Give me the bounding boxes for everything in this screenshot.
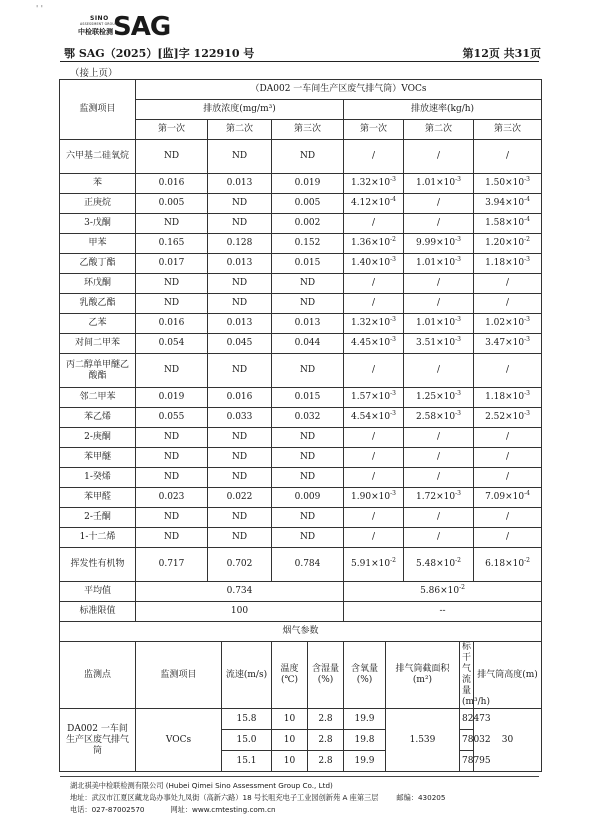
run-header: 第三次 [272,120,344,140]
value-exponent: -3 [455,316,461,323]
value-base: 1.25×10 [416,392,456,402]
logo-sino: SINO [90,15,109,22]
limit-row [60,602,542,622]
value-exponent: -3 [390,490,396,497]
flue-header: 排气筒截面积(m²) [386,642,460,709]
flue-oxygen: 19.8 [344,730,386,751]
flue-item: VOCs [136,709,222,772]
average-rate [344,582,542,602]
rate-value: / [474,428,542,448]
col-rate: 排放速率(kg/h) [344,100,542,120]
rate-value [344,174,404,194]
value-exponent: -3 [455,176,461,183]
flue-speed: 15.1 [222,751,272,772]
table-row [60,314,542,334]
conc-value: 0.054 [136,334,208,354]
compound-name: 挥发性有机物 [60,548,136,582]
compound-name: 乙苯 [60,314,136,334]
rate-value: / [474,528,542,548]
page-number: 第12页 共31页 [462,47,541,60]
rate-value [404,548,474,582]
value-exponent: -4 [524,490,530,497]
rate-value [474,388,542,408]
flue-header: 含氧量(%) [344,642,386,709]
conc-value: ND [208,468,272,488]
rate-value [474,408,542,428]
value-exponent: -3 [524,410,530,417]
value-base: 1.18×10 [485,392,525,402]
flue-speed: 15.0 [222,730,272,751]
conc-value: ND [272,508,344,528]
compound-name: 1-癸烯 [60,468,136,488]
compound-name: 对间二甲苯 [60,334,136,354]
footer-phone: 电话：027-87002570 [70,805,145,814]
average-row [60,582,542,602]
conc-value: ND [208,214,272,234]
footer-company: 湖北祺美中检联检测有限公司 (Hubei Qimei Sino Assessment Group Co., Ltd) [70,781,333,790]
value-exponent: -2 [390,236,396,243]
continued-label: （接上页） [70,68,118,79]
scan-mark: ' ' [36,4,43,13]
flue-height: 30 [474,709,542,772]
value-exponent: -2 [524,236,530,243]
footer-rule [60,776,539,777]
value-exponent: -3 [390,176,396,183]
conc-value: 0.023 [136,488,208,508]
flue-moisture: 2.8 [308,730,344,751]
table-row [60,294,542,314]
value-exponent: -2 [455,557,461,564]
rate-value: / [344,214,404,234]
value-base: 1.72×10 [416,492,456,502]
value-base: 1.01×10 [416,258,456,268]
value-base: 1.01×10 [416,318,456,328]
conc-value: 0.015 [272,254,344,274]
footer-address-line [70,793,445,803]
rate-value: / [344,428,404,448]
compound-name: 苯 [60,174,136,194]
rate-value: / [404,140,474,174]
flue-point: DA002 一车间生产区废气排气筒 [60,709,136,772]
value-base: 3.47×10 [485,338,525,348]
conc-value: ND [272,448,344,468]
rate-value [344,548,404,582]
footer-address: 地址：武汉市江夏区藏龙岛办事处九凤街（高新六路）18 号长咀充电子工业园创新苑 A 座第三层 [70,793,379,802]
conc-value: 0.015 [272,388,344,408]
conc-value: 0.005 [136,194,208,214]
conc-value: ND [208,140,272,174]
conc-value: ND [136,274,208,294]
rate-value: / [344,274,404,294]
conc-value: 0.032 [272,408,344,428]
rate-value [344,408,404,428]
value-exponent: -3 [390,316,396,323]
flue-moisture: 2.8 [308,751,344,772]
table-row [60,388,542,408]
rate-value [474,214,542,234]
compound-name: 3-戊酮 [60,214,136,234]
rate-value [344,194,404,214]
flue-temp: 10 [272,709,308,730]
sag-logo [66,14,186,48]
conc-value: ND [136,294,208,314]
conc-value: ND [136,428,208,448]
col-monitor-item: 监测项目 [60,80,136,140]
compound-name: 苯乙烯 [60,408,136,428]
value-exponent: -3 [390,410,396,417]
flue-oxygen: 19.9 [344,709,386,730]
conc-value: ND [272,354,344,388]
rate-value [474,194,542,214]
value-base: 6.18×10 [485,559,525,569]
rate-value [474,548,542,582]
rate-value [404,234,474,254]
conc-value: ND [136,140,208,174]
compound-name: 环戊酮 [60,274,136,294]
conc-value: ND [272,428,344,448]
rate-value: / [404,194,474,214]
conc-value: ND [208,274,272,294]
conc-value: ND [208,448,272,468]
value-exponent: -3 [455,490,461,497]
conc-value: 0.016 [136,314,208,334]
value-exponent: -4 [524,196,530,203]
flue-oxygen: 19.9 [344,751,386,772]
value-exponent: -4 [524,216,530,223]
conc-value: 0.013 [208,174,272,194]
rate-value [344,388,404,408]
rate-value [474,234,542,254]
flue-header: 监测项目 [136,642,222,709]
value-exponent: -3 [390,256,396,263]
value-base: 1.40×10 [351,258,391,268]
rate-value: / [474,274,542,294]
rate-value: / [344,140,404,174]
flue-header: 温度(℃) [272,642,308,709]
conc-value: 0.033 [208,408,272,428]
logo-sag: SAG [113,12,171,42]
compound-name: 2-壬酮 [60,508,136,528]
header-rule [60,61,539,62]
flue-temp: 10 [272,730,308,751]
limit-rate: -- [344,602,542,622]
conc-value: 0.005 [272,194,344,214]
table-row [60,354,542,388]
limit-label: 标准限值 [60,602,136,622]
footer-postcode: 邮编：430205 [396,793,446,802]
value-base: 1.18×10 [485,258,525,268]
table-row [60,448,542,468]
run-header: 第二次 [404,120,474,140]
conc-value: ND [272,294,344,314]
rate-value: / [404,274,474,294]
value-base: 5.48×10 [416,559,456,569]
conc-value: ND [208,354,272,388]
value-base: 1.32×10 [351,178,391,188]
conc-value: 0.045 [208,334,272,354]
logo-cn: 中检联检测 [78,28,113,36]
conc-value: 0.019 [272,174,344,194]
table-row [60,428,542,448]
value-base: 3.94×10 [485,198,525,208]
rate-value: / [404,294,474,314]
compound-name: 2-庚酮 [60,428,136,448]
value-exponent: -3 [524,176,530,183]
conc-value: ND [208,294,272,314]
rate-value: / [474,140,542,174]
rate-value [404,314,474,334]
compound-name: 苯甲醚 [60,448,136,468]
rate-value: / [404,354,474,388]
value-exponent: -3 [455,256,461,263]
flue-title: 烟气参数 [60,622,542,642]
flue-header-row [60,642,542,709]
conc-value: 0.152 [272,234,344,254]
conc-value: ND [272,274,344,294]
col-concentration: 排放浓度(mg/m³) [136,100,344,120]
rate-value: / [404,528,474,548]
rate-value: / [474,508,542,528]
flue-area: 1.539 [386,709,460,772]
conc-value: 0.717 [136,548,208,582]
rate-value [344,488,404,508]
conc-value: ND [272,468,344,488]
value-exponent: -2 [459,584,465,591]
rate-value: / [404,508,474,528]
conc-value: ND [136,214,208,234]
value-base: 4.45×10 [351,338,391,348]
rate-value: / [344,528,404,548]
conc-value: ND [272,140,344,174]
rate-value: / [474,468,542,488]
compound-name: 1-十二烯 [60,528,136,548]
rate-value: / [344,468,404,488]
value-base: 9.99×10 [416,238,456,248]
conc-value: 0.017 [136,254,208,274]
conc-value: 0.044 [272,334,344,354]
voc-title-row [60,80,542,100]
flue-header: 标干气流量(m³/h) [460,642,474,709]
value-base: 7.09×10 [485,492,525,502]
flue-header: 监测点 [60,642,136,709]
conc-value: 0.016 [136,174,208,194]
table-row [60,140,542,174]
compound-name: 乙酸丁酯 [60,254,136,274]
conc-value: ND [136,354,208,388]
value-base: 2.58×10 [416,412,456,422]
value-base: 1.02×10 [485,318,525,328]
flue-flow: 78795 [460,751,474,772]
value-base: 1.90×10 [351,492,391,502]
value-exponent: -3 [455,410,461,417]
conc-value: ND [136,528,208,548]
limit-conc: 100 [136,602,344,622]
run-header: 第三次 [474,120,542,140]
flue-flow: 78032 [460,730,474,751]
value-exponent: -2 [390,557,396,564]
rate-value [344,334,404,354]
rate-value [474,314,542,334]
report-number: 鄂 SAG（2025）[监]字 122910 号 [64,47,255,60]
value-base: 1.01×10 [416,178,456,188]
rate-value [474,334,542,354]
value-base: 4.54×10 [351,412,391,422]
run-header: 第一次 [136,120,208,140]
conc-value: 0.013 [208,254,272,274]
value-exponent: -3 [390,336,396,343]
conc-value: 0.009 [272,488,344,508]
rate-value: / [404,448,474,468]
conc-value: ND [136,468,208,488]
value-base: 1.36×10 [351,238,391,248]
rate-value [404,408,474,428]
conc-value: 0.013 [272,314,344,334]
rate-value [474,174,542,194]
rate-value: / [404,468,474,488]
rate-value: / [404,214,474,234]
rate-value: / [344,354,404,388]
table-row [60,508,542,528]
conc-value: 0.019 [136,388,208,408]
compound-name: 甲苯 [60,234,136,254]
table-row [60,174,542,194]
rate-value: / [344,508,404,528]
flue-temp: 10 [272,751,308,772]
value-exponent: -3 [455,236,461,243]
conc-value: 0.002 [272,214,344,234]
rate-value [474,254,542,274]
table-row [60,254,542,274]
flue-row [60,709,542,730]
voc-group-title: （DA002 一车间生产区废气排气筒）VOCs [136,80,542,100]
table-row [60,528,542,548]
value-exponent: -3 [390,390,396,397]
value-base: 5.91×10 [351,559,391,569]
conc-value: 0.702 [208,548,272,582]
conc-value: ND [208,508,272,528]
value-exponent: -3 [524,336,530,343]
flue-header: 排气筒高度(m) [474,642,542,709]
value-base: 1.58×10 [485,218,525,228]
table-row [60,334,542,354]
value-base: 1.50×10 [485,178,525,188]
rate-value: / [344,448,404,468]
table-row [60,468,542,488]
average-conc: 0.734 [136,582,344,602]
value-exponent: -2 [524,557,530,564]
value-exponent: -4 [390,196,396,203]
compound-name: 邻二甲苯 [60,388,136,408]
value-base: 3.51×10 [416,338,456,348]
average-label: 平均值 [60,582,136,602]
rate-value [344,314,404,334]
rate-value [344,234,404,254]
rate-value: / [344,294,404,314]
value-base: 4.12×10 [351,198,391,208]
conc-value: ND [136,448,208,468]
table-row [60,408,542,428]
run-header: 第一次 [344,120,404,140]
logo-assessment: ASSESSMENT GROUP [80,22,118,26]
rate-value: / [474,294,542,314]
conc-value: ND [208,528,272,548]
value-base: 2.52×10 [485,412,525,422]
flue-header: 含湿量(%) [308,642,344,709]
compound-name: 正庚烷 [60,194,136,214]
conc-value: 0.165 [136,234,208,254]
conc-value: ND [272,528,344,548]
conc-value: 0.784 [272,548,344,582]
run-header: 第二次 [208,120,272,140]
conc-value: 0.055 [136,408,208,428]
table-row [60,234,542,254]
table-row [60,488,542,508]
value-base: 1.32×10 [351,318,391,328]
rate-value [404,488,474,508]
rate-value: / [404,428,474,448]
value-exponent: -3 [524,256,530,263]
compound-name: 乳酸乙酯 [60,294,136,314]
footer-website: 网址：www.cmtesting.com.cn [170,805,276,814]
value-base: 5.86×10 [420,586,460,596]
conc-value: 0.128 [208,234,272,254]
conc-value: 0.013 [208,314,272,334]
rate-value [404,174,474,194]
voc-results-table [59,79,542,772]
rate-value [474,488,542,508]
value-base: 1.57×10 [351,392,391,402]
compound-name: 丙二醇单甲醚乙酸酯 [60,354,136,388]
flue-header: 流速(m/s) [222,642,272,709]
table-row [60,274,542,294]
rate-value [344,254,404,274]
flue-flow: 82473 [460,709,474,730]
compound-name: 六甲基二硅氧烷 [60,140,136,174]
value-exponent: -3 [524,390,530,397]
conc-value: ND [136,508,208,528]
value-exponent: -3 [455,336,461,343]
compound-name: 苯甲醛 [60,488,136,508]
table-row [60,548,542,582]
flue-moisture: 2.8 [308,709,344,730]
rate-value: / [474,448,542,468]
value-exponent: -3 [524,316,530,323]
flue-speed: 15.8 [222,709,272,730]
conc-value: ND [208,428,272,448]
table-row [60,194,542,214]
flue-title-row [60,622,542,642]
value-exponent: -3 [455,390,461,397]
rate-value [404,254,474,274]
rate-value: / [474,354,542,388]
conc-value: 0.016 [208,388,272,408]
table-row [60,214,542,234]
conc-value: 0.022 [208,488,272,508]
rate-value [404,388,474,408]
rate-value [404,334,474,354]
footer-contact-line [70,805,276,815]
conc-value: ND [208,194,272,214]
value-base: 1.20×10 [485,238,525,248]
